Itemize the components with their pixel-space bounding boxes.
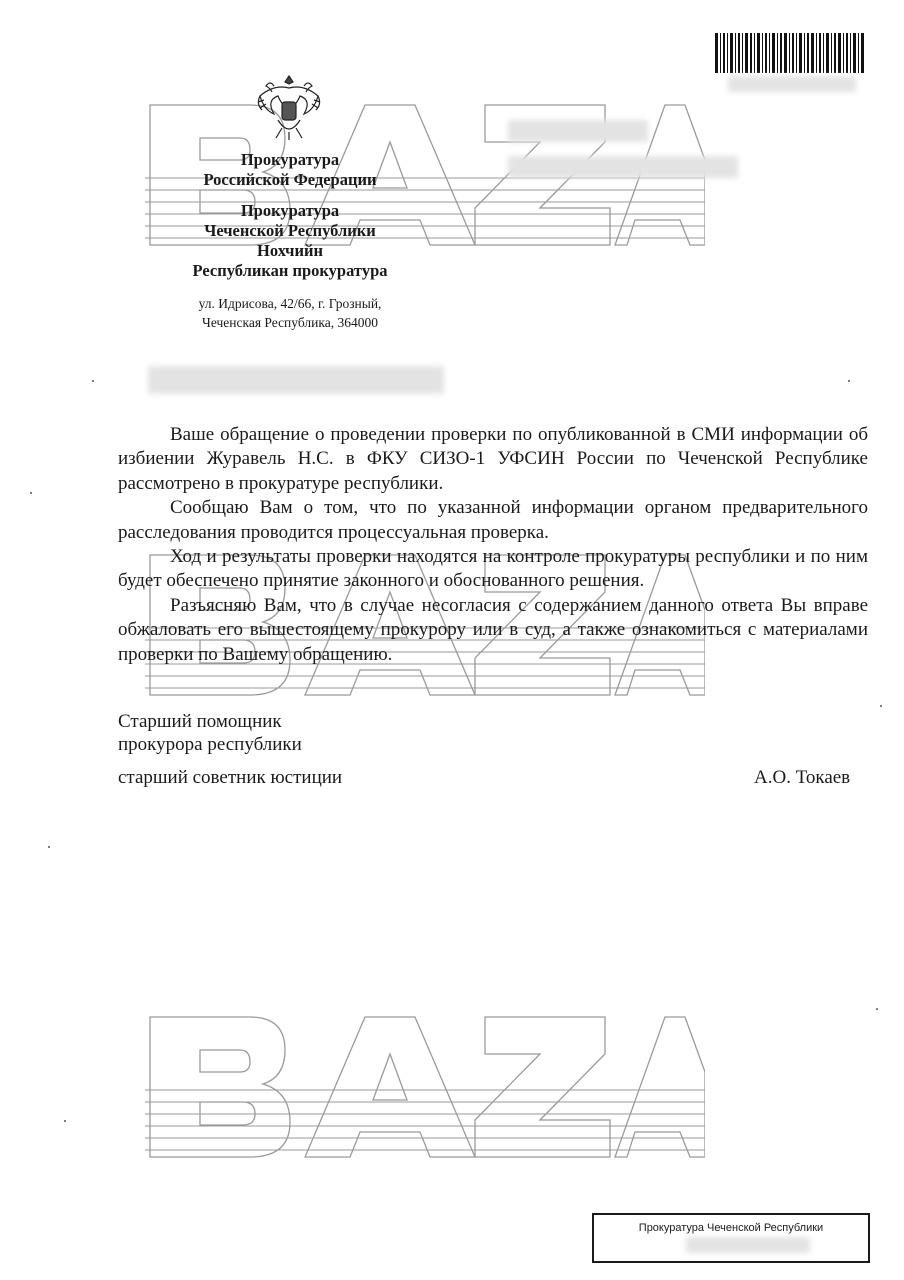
- scan-speck: [30, 492, 32, 494]
- barcode-graphic: [715, 33, 865, 79]
- body-paragraph: Разъясняю Вам, что в случае несогласия с содержанием данного ответа Вы вправе обжаловать его вышестоящему прокурору или в суд, а также ознакомиться с материалами проверки по Вашему обращению.: [118, 594, 868, 665]
- baza-watermark-bottom: [145, 1012, 705, 1162]
- signatory-rank: старший советник юстиции: [118, 767, 343, 788]
- header-block-federal: [150, 150, 430, 190]
- redacted-recipient-name: [508, 120, 648, 142]
- header-line: Республикан прокуратура: [192, 261, 388, 280]
- double-headed-eagle-emblem-icon: [252, 70, 326, 144]
- redacted-outgoing-number: [148, 366, 444, 394]
- redacted-stamp-number: [686, 1237, 810, 1253]
- redacted-recipient-address: [508, 156, 738, 178]
- address-line: ул. Идрисова, 42/66, г. Грозный,: [198, 296, 382, 311]
- signatory-name: А.О. Токаев: [754, 767, 851, 788]
- scan-speck: [848, 380, 850, 382]
- header-line: Нохчийн: [257, 241, 323, 260]
- header-block-regional: [150, 201, 430, 281]
- header-line: Российской Федерации: [203, 170, 377, 189]
- body-paragraph: Ход и результаты проверки находятся на контроле прокуратуры республики и по ним будет обеспечено принятие законного и обоснованного решения.: [118, 546, 868, 592]
- letter-body: [118, 423, 868, 667]
- scan-speck: [880, 705, 882, 707]
- position-line: Старший помощник: [118, 711, 282, 732]
- scan-speck: [64, 1120, 66, 1122]
- header-line: Прокуратура: [240, 150, 340, 169]
- position-line: прокурора республики: [118, 734, 302, 755]
- header-line: Прокуратура: [240, 201, 340, 220]
- body-paragraph: Ваше обращение о проведении проверки по опубликованной в СМИ информации об избиении Журавель Н.С. в ФКУ СИЗО-1 УФСИН России по Чеченской Республике рассмотрено в прокуратуре республики.: [118, 424, 868, 494]
- signatory-position: [118, 710, 302, 756]
- barcode: [715, 33, 865, 79]
- scan-speck: [48, 846, 50, 848]
- scan-speck: [876, 1008, 878, 1010]
- redacted-barcode-number: [728, 76, 856, 92]
- body-paragraph: Сообщаю Вам о том, что по указанной информации органом предварительного расследования проводится процессуальная проверка.: [118, 497, 868, 543]
- registration-stamp: [592, 1213, 870, 1263]
- address-line: Чеченская Республика, 364000: [202, 315, 378, 330]
- sender-address: [150, 294, 430, 332]
- header-line: Чеченской Республики: [204, 221, 376, 240]
- stamp-title: Прокуратура Чеченской Республики: [638, 1222, 824, 1234]
- baza-watermark-logo: [145, 1012, 705, 1162]
- scan-speck: [92, 380, 94, 382]
